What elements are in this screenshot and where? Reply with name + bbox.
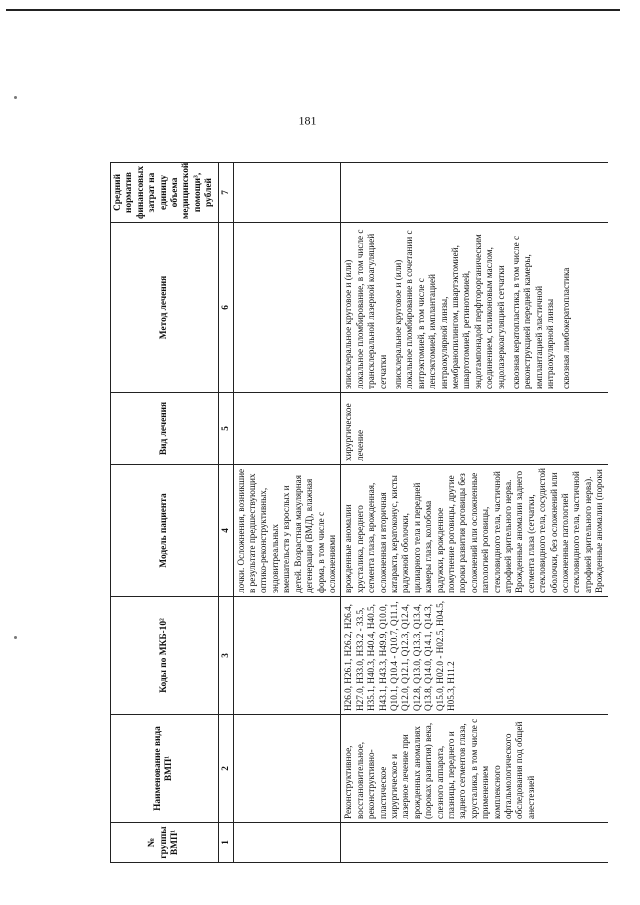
method-item: сквозная лимбокератопластика — [560, 267, 571, 389]
col-number: 3 — [218, 597, 233, 715]
table-row-continuation — [233, 163, 341, 863]
col-number: 6 — [218, 223, 233, 393]
page-number: 181 — [298, 113, 317, 128]
table-row — [341, 163, 608, 863]
scan-speck — [14, 636, 17, 639]
col-number: 5 — [218, 393, 233, 465]
cell-patient-model-continued: лочки. Осложнения, возникшие в результате предшествующих оптико-реконструктивных, эндовитреальных вмешательств у взрослых и детей. Возрастная макулярная дегенерация (ВМД), влажная форма, в том числе с осложнениями — [233, 465, 341, 597]
cell-treatment-type: хирургическое лечение — [341, 393, 608, 465]
column-number-row — [218, 163, 233, 863]
vmp-table — [110, 162, 608, 863]
method-item: эписклеральное круговое и (или) локальное пломбирование в сочетании с витрэктомией, в том числе с ленсэктомией, имплантацией интраокулярной линзы, мембранопилингом, швартэктомией, швартотомией, ретинотомией, эндотампонадой перфторорганическим соединением, силиконовым маслом, эндолазеркоагуляцией сетчатки — [392, 230, 506, 389]
col-number: 4 — [218, 465, 233, 597]
header-vmp-name: Наименование вида ВМП¹ — [111, 715, 219, 823]
scan-speck — [14, 96, 17, 99]
cell-cost — [341, 163, 608, 223]
header-treatment-type: Вид лечения — [111, 393, 219, 465]
cell-treatment-methods — [341, 223, 608, 393]
header-group-number: № группы ВМП¹ — [111, 823, 219, 863]
top-border-line — [6, 9, 620, 11]
col-number: 7 — [218, 163, 233, 223]
method-item: сквозная кератопластика, в том числе с реконструкцией передней камеры, имплантацией эластичной интраокулярной линзы — [511, 235, 556, 389]
cell-vmp-name: Реконструктивное, восстановительное, реконструктивно-пластическое хирургическое и лазерное лечение при врожденных аномалиях (пороках развития) века, слезного аппарата, глазницы, переднего и заднего сегментов глаза, хрусталика, в том числе с применением комплексного офтальмологического обследования под общей анестезией — [341, 715, 608, 823]
col-number: 2 — [218, 715, 233, 823]
header-mkb-codes: Коды по МКБ-10² — [111, 597, 219, 715]
header-treatment-method: Метод лечения — [111, 223, 219, 393]
header-patient-model: Модель пациента — [111, 465, 219, 597]
col-number: 1 — [218, 823, 233, 863]
header-cost-norm: Средний норматив финансовых затрат на единицу объема медицинской помощи³, рублей — [111, 163, 219, 223]
cell-patient-model: врожденные аномалии хрусталика, переднего сегмента глаза, врожденная, осложненная и вторичная катаракта, кератоконус, кисты радужной оболочки, цилиарного тела и передней камеры глаза, колобома радужки, врожденное помутнение роговицы, другие пороки развития роговицы без осложнений или осложненные патологией роговицы, стекловидного тела, частичной атрофией зрительного нерва. Врожденные аномалии заднего сегмента глаза (сетчатки, стекловидного тела, сосудистой оболочки, без осложнений или осложненные патологией стекловидного тела, частичной атрофией зрительного нерва). Врожденные аномалии (пороки — [341, 465, 608, 597]
cell-mkb-codes: H26.0, H26.1, H26.2, H26.4, H27.0, H33.0, H33.2 - 33.5, H35.1, H40.3, H40.4, H40.5, H43.1, H43.3, H49.9, Q10.0, Q10.1, Q10.4 - Q10.7, Q11.1, Q12.0, Q12.1, Q12.3, Q12.4, Q12.8, Q13.0, Q13.3, Q13.4, Q13.8, Q14.0, Q14.1, Q14.3, Q15.0, H02.0 - H02.5, H04.5, H05.3, H11.2 — [341, 597, 608, 715]
method-item: эписклеральное круговое и (или) локальное пломбирование, в том числе с трансклеральной лазерной коагуляцией сетчатки — [343, 229, 388, 389]
rotated-landscape-page — [50, 93, 605, 863]
table-header-row — [111, 163, 219, 863]
